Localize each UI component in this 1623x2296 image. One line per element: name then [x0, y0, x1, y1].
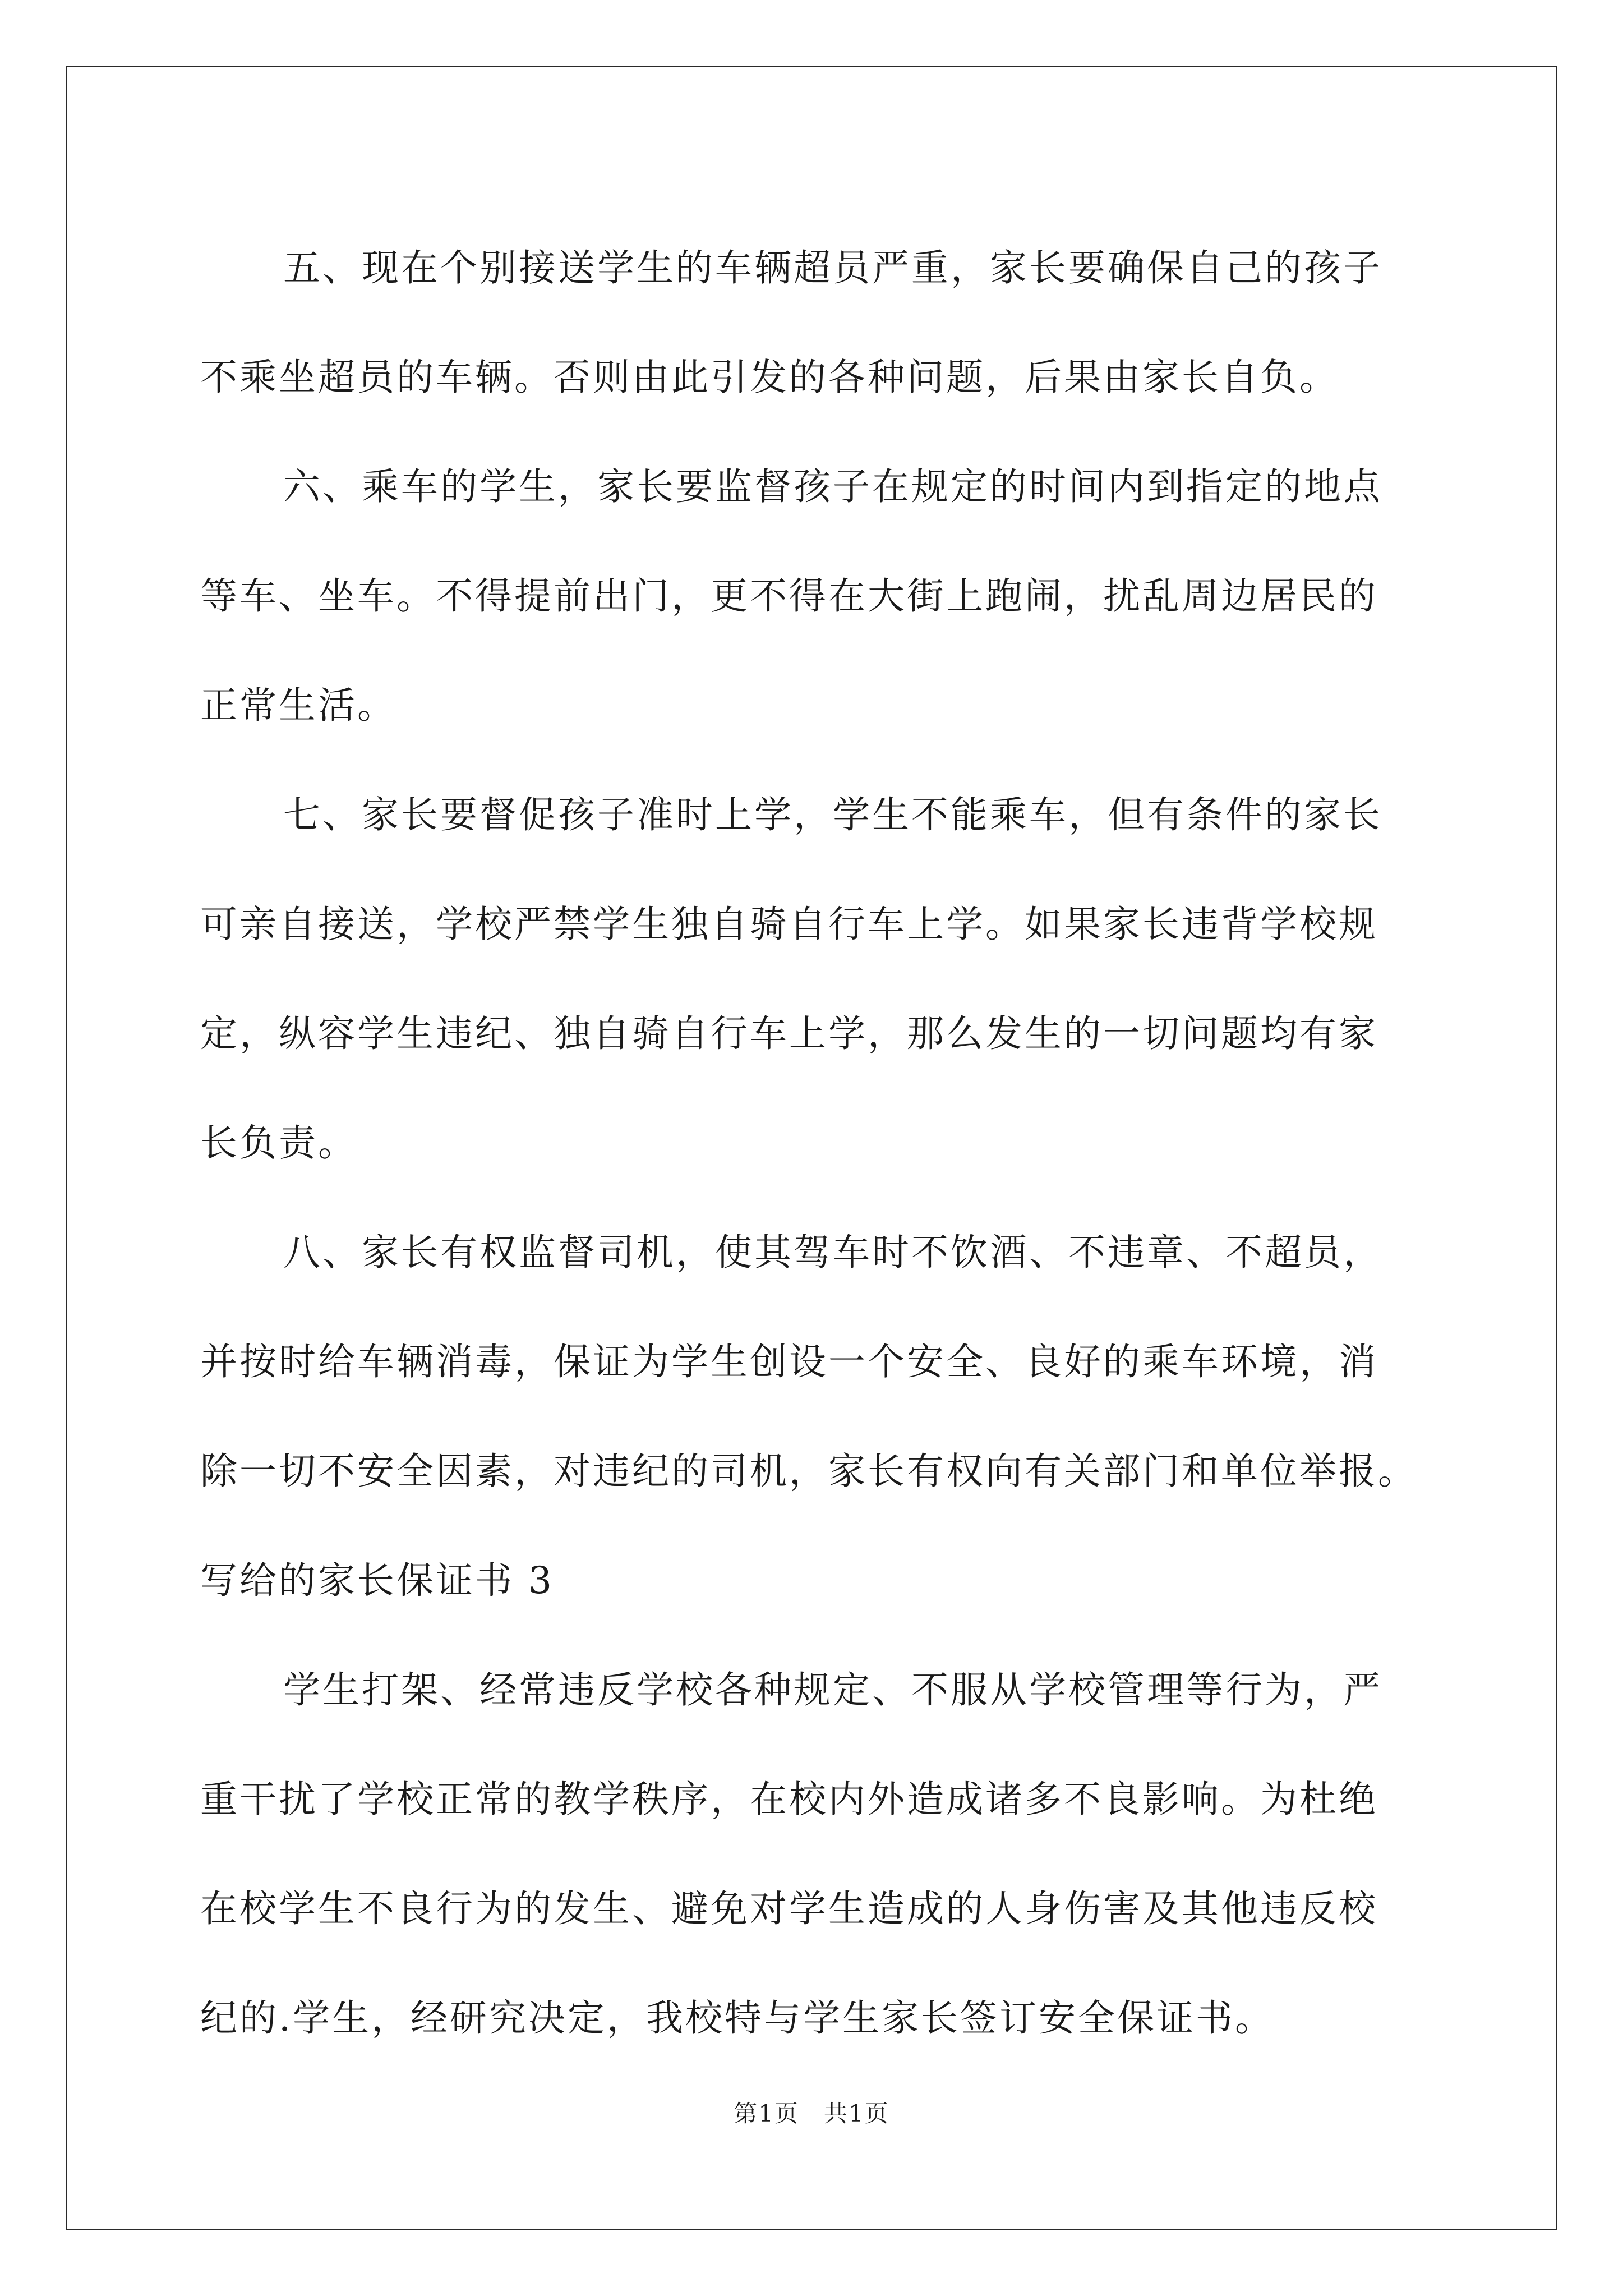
paragraph-item-7	[200, 760, 1434, 1198]
text-line: 七、家长要督促孩子准时上学，学生不能乘车，但有条件的家长	[283, 793, 1382, 836]
text-line: 重干扰了学校正常的教学秩序，在校内外造成诸多不良影响。为杜绝	[200, 1778, 1378, 1821]
text-line: 不乘坐超员的车辆。否则由此引发的各种问题，后果由家长自负。	[200, 356, 1339, 399]
paragraph-item-5	[200, 213, 1434, 432]
paragraph-item-8	[200, 1198, 1434, 1526]
paragraph-intro	[200, 1635, 1434, 2073]
text-line: 正常生活。	[200, 684, 396, 727]
text-line: 八、家长有权监督司机，使其驾车时不饮酒、不违章、不超员，	[283, 1231, 1382, 1274]
page-number-footer: 第1页 共1页	[734, 2100, 889, 2127]
document-body	[200, 213, 1434, 2073]
paragraph-item-6	[200, 432, 1434, 760]
text-line: 长负责。	[200, 1121, 357, 1165]
text-line: 等车、坐车。不得提前出门，更不得在大街上跑闹，扰乱周边居民的	[200, 574, 1378, 618]
text-line: 六、乘车的学生，家长要监督孩子在规定的时间内到指定的地点	[283, 465, 1382, 508]
text-line: 在校学生不良行为的发生、避免对学生造成的人身伤害及其他违反校	[200, 1887, 1378, 1930]
text-line: 并按时给车辆消毒，保证为学生创设一个安全、良好的乘车环境，消	[200, 1340, 1378, 1383]
section-heading: 写给的家长保证书 3	[200, 1559, 554, 1602]
text-line: 学生打架、经常违反学校各种规定、不服从学校管理等行为，严	[283, 1668, 1382, 1711]
text-line: 纪的.学生，经研究决定，我校特与学生家长签订安全保证书。	[200, 1996, 1274, 2040]
text-line: 可亲自接送，学校严禁学生独自骑自行车上学。如果家长违背学校规	[200, 903, 1378, 946]
text-line: 除一切不安全因素，对违纪的司机，家长有权向有关部门和单位举报。	[200, 1450, 1417, 1493]
text-line: 五、现在个别接送学生的车辆超员严重，家长要确保自己的孩子	[283, 246, 1382, 289]
text-line: 定，纵容学生违纪、独自骑自行车上学，那么发生的一切问题均有家	[200, 1012, 1378, 1055]
